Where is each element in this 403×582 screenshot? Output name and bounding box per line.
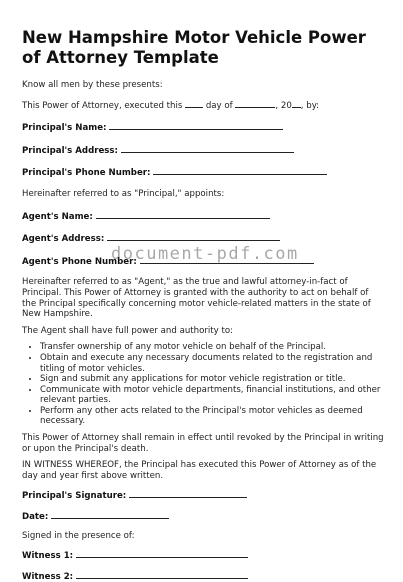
witness-paragraph: IN WITNESS WHEREOF, the Principal has executed this Power of Attorney as of the day and year first above written. <box>22 460 377 481</box>
execution-line: This Power of Attorney, executed this day of , 20 , by: <box>22 100 320 111</box>
principal-address-blank[interactable] <box>121 144 294 153</box>
month-blank[interactable] <box>235 99 275 108</box>
document-title: New Hampshire Motor Vehicle Power of Attorney Template <box>22 28 366 67</box>
year-blank[interactable] <box>292 99 301 108</box>
agent-phone-blank[interactable] <box>140 255 314 264</box>
list-item: • Obtain and execute any necessary documents related to the registration and titling of motor vehicles. <box>40 353 384 374</box>
principal-phone-blank[interactable] <box>153 166 327 175</box>
agent-address-blank[interactable] <box>107 232 280 241</box>
witness1-blank[interactable] <box>76 549 248 558</box>
list-item: • Transfer ownership of any motor vehicle on behalf of the Principal. <box>40 342 384 353</box>
watermark-logo: document-pdf.com <box>111 244 299 264</box>
agent-address-field: Agent's Address: <box>22 232 384 245</box>
principal-name-field: Principal's Name: <box>22 121 384 134</box>
agent-phone-field: Agent's Phone Number: <box>22 255 384 268</box>
powers-list <box>22 342 384 427</box>
appoints-text: Hereinafter referred to as "Principal," appoints: <box>22 188 225 199</box>
effect-paragraph: This Power of Attorney shall remain in effect until revoked by the Principal in writing or upon the Principal's death. <box>22 433 384 454</box>
agent-name-blank[interactable] <box>96 210 270 219</box>
date-blank[interactable] <box>51 510 169 519</box>
list-item: • Communicate with motor vehicle departments, financial institutions, and other relevant parties. <box>40 385 384 406</box>
principal-name-blank[interactable] <box>109 121 283 130</box>
list-item: • Sign and submit any applications for motor vehicle registration or title. <box>40 374 384 385</box>
witness2-field: Witness 2: <box>22 570 384 582</box>
presence-text: Signed in the presence of: <box>22 530 135 541</box>
intro-text: Know all men by these presents: <box>22 80 163 90</box>
day-blank[interactable] <box>185 99 203 108</box>
principal-signature-blank[interactable] <box>129 489 247 498</box>
agent-paragraph: Hereinafter referred to as "Agent," as the true and lawful attorney-in-fact of Principal. This Power of Attorney is granted with the authority to act on behalf of the Principal specifically concerning motor vehicle-related matters in the state of New Hampshire. <box>22 277 371 320</box>
witness1-field: Witness 1: <box>22 549 384 562</box>
list-item: • Perform any other acts related to the Principal's motor vehicles as deemed necessary. <box>40 406 384 427</box>
principal-phone-field: Principal's Phone Number: <box>22 166 384 179</box>
witness2-blank[interactable] <box>76 570 248 579</box>
authority-intro: The Agent shall have full power and authority to: <box>22 325 233 336</box>
document-page <box>22 28 384 582</box>
date-field: Date: <box>22 510 384 523</box>
principal-address-field: Principal's Address: <box>22 144 384 157</box>
agent-name-field: Agent's Name: <box>22 210 384 223</box>
principal-signature-field: Principal's Signature: <box>22 489 384 502</box>
